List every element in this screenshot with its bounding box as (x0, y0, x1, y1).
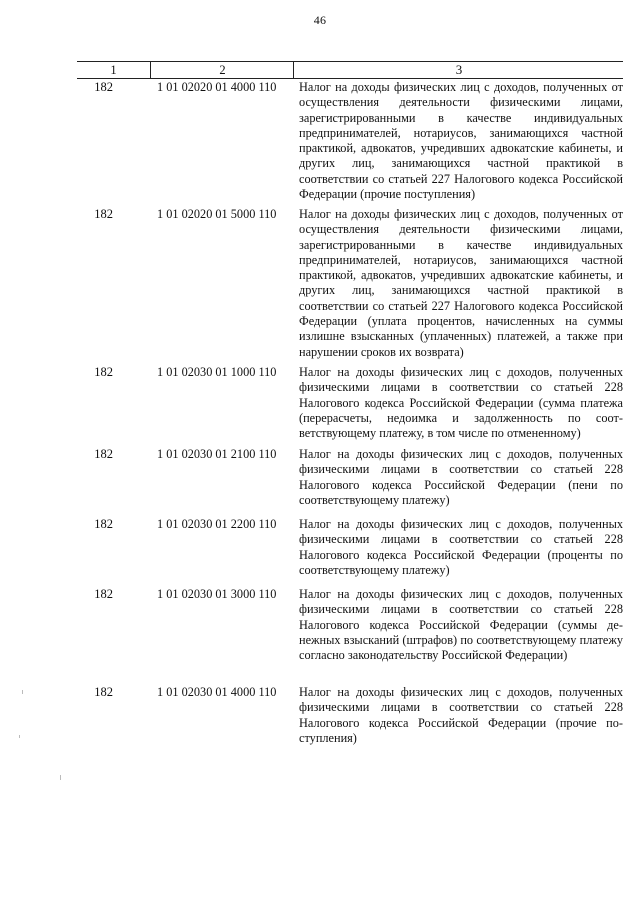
admin-code: 182 (94, 517, 113, 531)
budget-code: 1 01 02030 01 4000 110 (157, 685, 277, 699)
admin-code: 182 (94, 685, 113, 699)
budget-code: 1 01 02020 01 5000 110 (157, 207, 277, 221)
revenue-description: Налог на доходы физических лиц с доходов, полученных физическими лицами в соответствии со статьей 228 Налогового кодекса Российской Федерации (пени по соответствующему платежу) (299, 447, 623, 507)
admin-code: 182 (94, 447, 113, 461)
header-col-3: 3 (293, 62, 624, 78)
budget-code: 1 01 02030 01 2100 110 (157, 447, 277, 461)
budget-code: 1 01 02030 01 1000 110 (157, 365, 277, 379)
admin-code: 182 (94, 587, 113, 601)
revenue-description: Налог на доходы физических лиц с доходов, полученных физическими лицами в соответствии со статьей 228 Налогового кодекса Российской Федерации (проценты по соответствующему платежу) (299, 517, 623, 577)
admin-code: 182 (94, 365, 113, 379)
budget-code: 1 01 02030 01 3000 110 (157, 587, 277, 601)
table-header-row (77, 61, 623, 79)
admin-code: 182 (94, 207, 113, 221)
scan-mark (19, 735, 20, 738)
scan-mark (60, 775, 61, 780)
revenue-description: Налог на доходы физических лиц с доходов, полученных от осуществления деятельности физическими лицами, зарегистрированными в качестве индивидуальных предпринимателей, нотариусов, занимающихся частной практикой, адвокатов, учредивших адвокатские кабинеты, и других лиц, занимающихся частной практикой в соответствии со статьей 227 Налогового кодекса Российской Федерации (прочие поступления) (299, 80, 623, 202)
revenue-description: Налог на доходы физических лиц с доходов, полученных физическими лицами в соответствии со статьей 228 Налогового кодекса Российской Федерации (прочие поступления) (299, 685, 623, 745)
revenue-description: Налог на доходы физических лиц с доходов, полученных физическими лицами в соответствии со статьей 228 Налогового кодекса Российской Федерации (суммы денежных взысканий (штрафов) по соответствующему платежу согласно законодательству Российской Федерации) (299, 587, 623, 663)
revenue-description: Налог на доходы физических лиц с доходов, полученных от осуществления деятельности физическими лицами, зарегистрированными в качестве индивидуальных предпринимателей, нотариусов, занимающихся частной практикой, адвокатов, учредивших адвокатские кабинеты, и других лиц, занимающихся частной практикой в соответствии со статьей 227 Налогового кодекса Российской Федерации (уплата процентов, начисленных на суммы излишне взысканных (уплаченных) платежей, а также при нарушении сроков их возврата) (299, 207, 623, 359)
budget-code: 1 01 02020 01 4000 110 (157, 80, 277, 94)
page-number: 46 (313, 13, 327, 27)
budget-code: 1 01 02030 01 2200 110 (157, 517, 277, 531)
admin-code: 182 (94, 80, 113, 94)
header-col-2: 2 (150, 62, 294, 78)
classification-table (77, 61, 623, 745)
scan-mark (22, 690, 23, 694)
revenue-description: Налог на доходы физических лиц с доходов, полученных физическими лицами в соответствии со статьей 228 Налогового кодекса Российской Федерации (сумма платежа (перерасчеты, недоимка и задолженность по соответствующему платежу, в том числе по отмененному) (299, 365, 623, 441)
header-col-1: 1 (110, 63, 117, 77)
